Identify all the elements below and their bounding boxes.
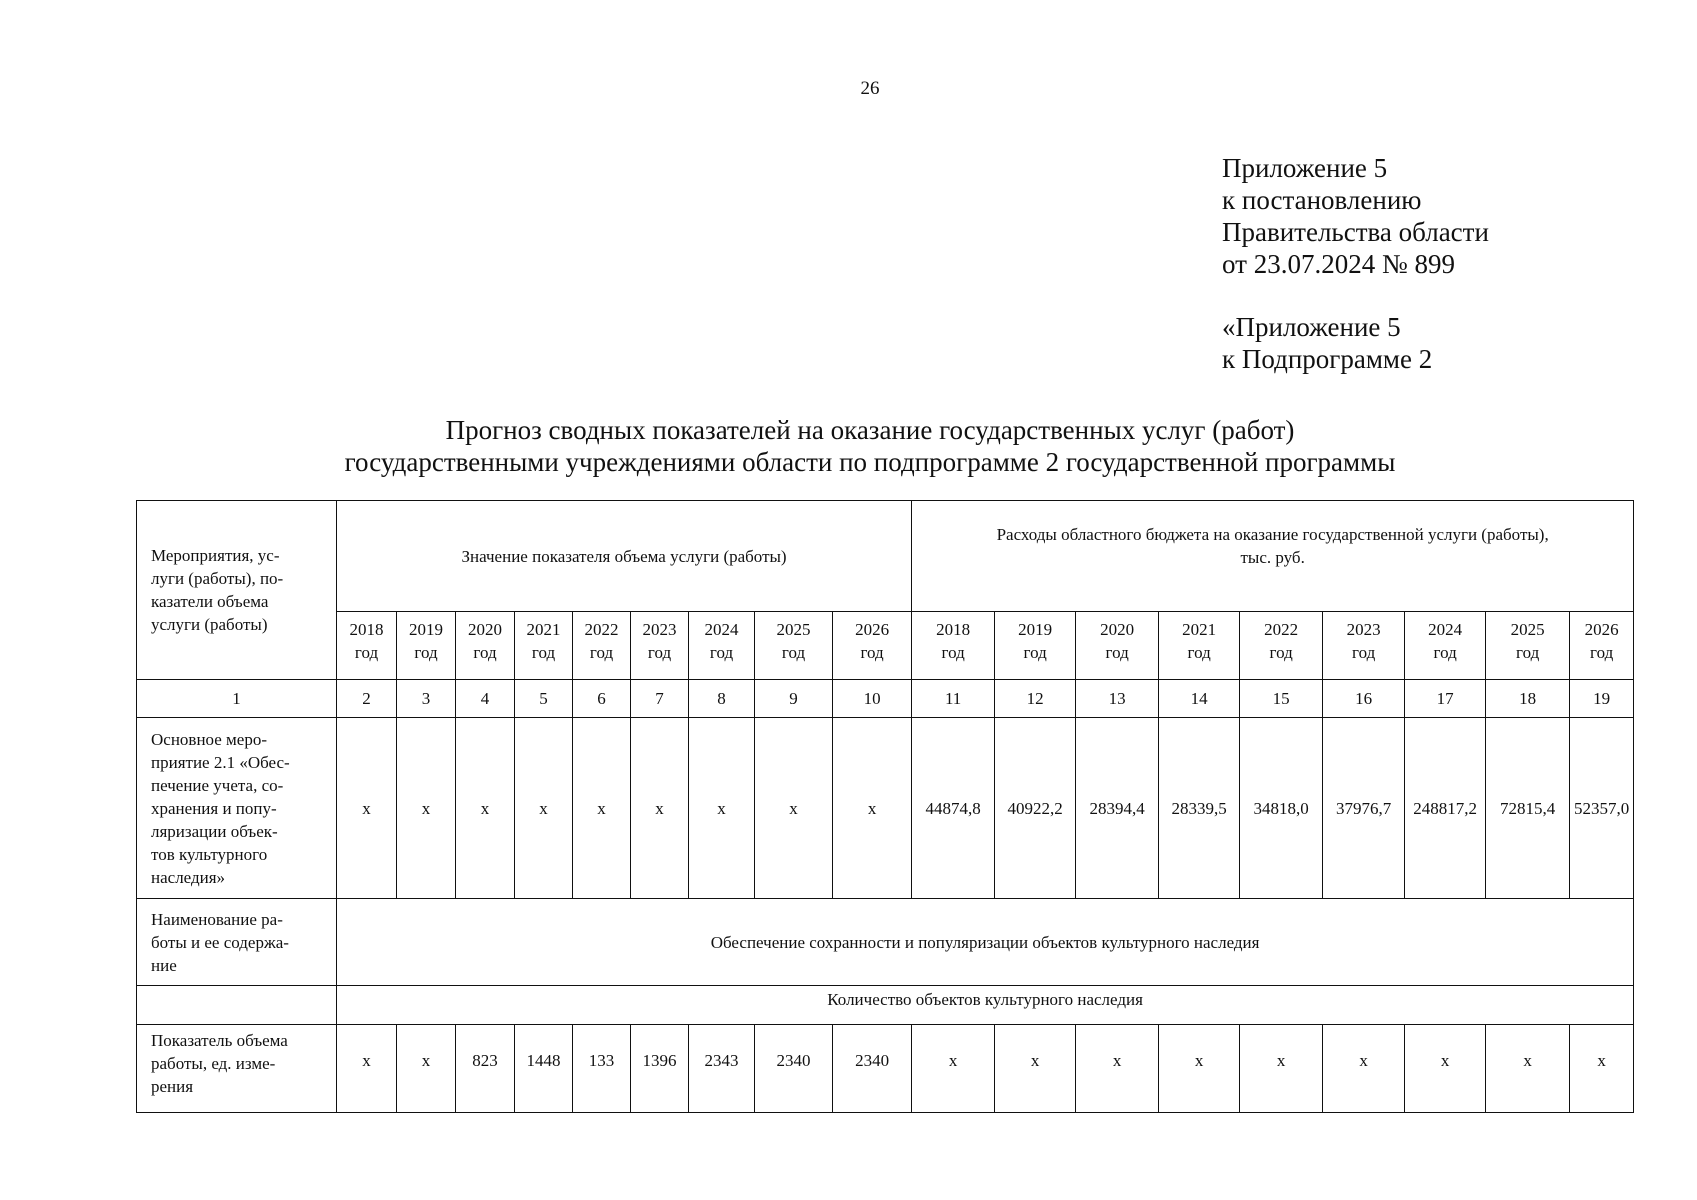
value-cell: х <box>912 1025 995 1113</box>
column-number: 5 <box>515 680 573 718</box>
value-cell: 2340 <box>755 1025 833 1113</box>
column-number: 6 <box>573 680 631 718</box>
value-cell: х <box>755 718 833 899</box>
year-header: 2023 год <box>1323 612 1405 680</box>
value-cell: х <box>1240 1025 1323 1113</box>
appendix-line: Приложение 5 <box>1222 153 1388 183</box>
row-label: Наименование ра- боты и ее содержа- ние <box>137 899 337 986</box>
value-cell: 248817,2 <box>1405 718 1486 899</box>
column-number: 10 <box>833 680 912 718</box>
year-header: 2024 год <box>689 612 755 680</box>
appendix-line: от 23.07.2024 № 899 <box>1222 249 1455 279</box>
work-name-cell: Обеспечение сохранности и популяризации объектов культурного наследия <box>337 899 1634 986</box>
first-column-header: Мероприятия, ус- луги (работы), по- казатели объема услуги (работы) <box>137 501 337 680</box>
column-number: 12 <box>995 680 1076 718</box>
value-cell: х <box>1159 1025 1240 1113</box>
year-header: 2021 год <box>1159 612 1240 680</box>
value-cell: х <box>573 718 631 899</box>
value-cell: х <box>515 718 573 899</box>
page-number: 26 <box>860 78 880 99</box>
year-header: 2025 год <box>1486 612 1570 680</box>
column-number: 9 <box>755 680 833 718</box>
value-cell: х <box>995 1025 1076 1113</box>
expense-group-header: Расходы областного бюджета на оказание государственной услуги (работы), тыс. руб. <box>912 501 1634 612</box>
year-header: 2025 год <box>755 612 833 680</box>
value-cell: х <box>337 718 397 899</box>
table-row <box>137 1025 1634 1113</box>
value-cell: х <box>1486 1025 1570 1113</box>
table-row <box>137 986 1634 1025</box>
table-body <box>137 501 1634 1113</box>
value-cell: х <box>397 1025 456 1113</box>
row-label: Показатель объема работы, ед. изме- рения <box>137 1025 337 1113</box>
year-header: 2023 год <box>631 612 689 680</box>
value-cell: 28394,4 <box>1076 718 1159 899</box>
year-header: 2018 год <box>912 612 995 680</box>
column-number: 2 <box>337 680 397 718</box>
appendix-block <box>1222 152 1489 375</box>
column-numbers-row <box>137 680 1634 718</box>
row-label: Основное меро- приятие 2.1 «Обес- печение учета, со- хранения и попу- ляризации объек- тов культурного наследия» <box>137 718 337 899</box>
value-cell: х <box>1076 1025 1159 1113</box>
value-cell: 34818,0 <box>1240 718 1323 899</box>
column-number: 14 <box>1159 680 1240 718</box>
column-number: 4 <box>456 680 515 718</box>
appendix-spacer <box>1222 280 1489 311</box>
year-header: 2018 год <box>337 612 397 680</box>
value-cell: 823 <box>456 1025 515 1113</box>
value-cell: х <box>456 718 515 899</box>
year-header: 2024 год <box>1405 612 1486 680</box>
value-cell: 1396 <box>631 1025 689 1113</box>
year-header: 2019 год <box>995 612 1076 680</box>
appendix-line: к Подпрограмме 2 <box>1222 344 1433 374</box>
value-cell: 52357,0 <box>1570 718 1634 899</box>
value-cell: х <box>1323 1025 1405 1113</box>
title-line: государственными учреждениями области по подпрограмме 2 государственной программы <box>344 447 1396 477</box>
table-row <box>137 899 1634 986</box>
year-header: 2022 год <box>1240 612 1323 680</box>
column-number: 1 <box>137 680 337 718</box>
column-number: 3 <box>397 680 456 718</box>
value-cell: 1448 <box>515 1025 573 1113</box>
document-title <box>0 414 1697 478</box>
appendix-line: Правительства области <box>1222 217 1489 247</box>
value-cell: х <box>631 718 689 899</box>
year-header: 2026 год <box>833 612 912 680</box>
value-cell: 2340 <box>833 1025 912 1113</box>
value-cell: 2343 <box>689 1025 755 1113</box>
column-number: 7 <box>631 680 689 718</box>
value-cell: 37976,7 <box>1323 718 1405 899</box>
year-header: 2022 год <box>573 612 631 680</box>
indicator-name-cell: Количество объектов культурного наследия <box>337 986 1634 1025</box>
column-number: 13 <box>1076 680 1159 718</box>
year-header: 2020 год <box>456 612 515 680</box>
years-row <box>137 612 1634 680</box>
column-number: 16 <box>1323 680 1405 718</box>
year-header: 2019 год <box>397 612 456 680</box>
title-line: Прогноз сводных показателей на оказание государственных услуг (работ) <box>445 415 1295 445</box>
value-cell: х <box>397 718 456 899</box>
value-cell: х <box>689 718 755 899</box>
value-cell: 40922,2 <box>995 718 1076 899</box>
value-cell: х <box>1405 1025 1486 1113</box>
column-number: 11 <box>912 680 995 718</box>
value-cell: х <box>1570 1025 1634 1113</box>
value-cell: 133 <box>573 1025 631 1113</box>
year-header: 2026 год <box>1570 612 1634 680</box>
column-number: 15 <box>1240 680 1323 718</box>
value-cell: 44874,8 <box>912 718 995 899</box>
header-row <box>137 501 1634 612</box>
forecast-table <box>136 500 1634 1113</box>
column-number: 17 <box>1405 680 1486 718</box>
appendix-line: «Приложение 5 <box>1222 312 1401 342</box>
value-cell: х <box>337 1025 397 1113</box>
column-number: 19 <box>1570 680 1634 718</box>
year-header: 2021 год <box>515 612 573 680</box>
row-label <box>137 986 337 1025</box>
year-header: 2020 год <box>1076 612 1159 680</box>
column-number: 8 <box>689 680 755 718</box>
volume-group-header: Значение показателя объема услуги (работы) <box>337 501 912 612</box>
value-cell: х <box>833 718 912 899</box>
column-number: 18 <box>1486 680 1570 718</box>
appendix-line: к постановлению <box>1222 185 1422 215</box>
value-cell: 72815,4 <box>1486 718 1570 899</box>
table-row <box>137 718 1634 899</box>
value-cell: 28339,5 <box>1159 718 1240 899</box>
